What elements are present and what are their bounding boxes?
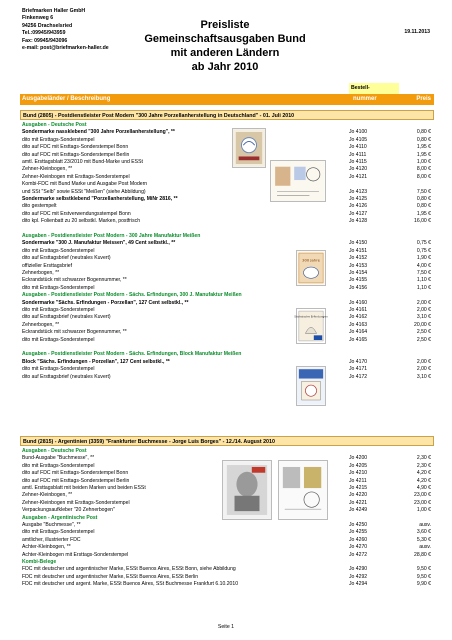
table-row xyxy=(20,307,434,314)
item-price: 28,80 € xyxy=(414,551,431,558)
item-number: Jo 4255 xyxy=(349,529,368,536)
item-price: 2,30 € xyxy=(416,455,431,462)
item-description: Zehnerbogen, ** xyxy=(22,321,60,328)
item-price: 1,00 € xyxy=(416,507,431,514)
item-number: Jo 4111 xyxy=(349,151,367,158)
item-description: amtl. Ersttagsblatt 23/2010 mit Bund-Marke und ESSt xyxy=(22,159,143,165)
erfindungen-caption: Sächsische Erfindungen xyxy=(294,314,328,319)
item-price: 7,50 € xyxy=(416,188,431,195)
item-description: dito gestempelt xyxy=(22,203,57,210)
table-row xyxy=(20,248,434,255)
item-description: Ausgaben - Deutsche Post xyxy=(22,122,87,128)
subheading-row xyxy=(20,233,434,240)
column-description: Ausgabeländer / Beschreibung xyxy=(22,96,111,102)
subheading-row xyxy=(20,292,434,299)
item-description: FDC mit deutscher und argentinischer Marke, ESSt Buenos Aires, ESSt Berlin xyxy=(22,573,199,580)
item-description: amtl. Ersttagsblatt mit beiden Marken und beiden ESSt xyxy=(22,485,146,491)
table-row xyxy=(20,544,434,551)
subheading-row xyxy=(20,351,434,358)
item-number: Jo 4105 xyxy=(349,136,368,143)
item-price: 1,10 € xyxy=(416,284,431,291)
item-description: dito auf Ersttagsbrief (neutrales Kuvert) xyxy=(22,255,111,262)
item-number: Jo 4155 xyxy=(349,277,368,284)
item-price: 0,80 € xyxy=(416,203,431,210)
item-price: 2,00 € xyxy=(416,366,431,373)
item-description: Kombi-FDC mit Bund Marke und Ausgabe Post Modern xyxy=(22,181,148,188)
item-description: Sondermarke "Sächs. Erfindungen - Porzellan", 127 Cent selbstkl., ** xyxy=(22,299,189,306)
borges-stamp-image xyxy=(222,460,272,520)
item-description: Sondermarke nassklebend "300 Jahre Porzellanherstellung", ** xyxy=(22,129,175,136)
item-description: Achter-Kleinbogen mit Ersttags-Sonderstempel xyxy=(22,551,129,558)
item-price: 0,80 € xyxy=(416,136,431,143)
item-description: dito mit Ersttags-Sonderstempel xyxy=(22,307,95,313)
item-description: dito auf FDC mit Ersttags-Sonderstempel Bonn xyxy=(22,470,129,477)
item-number: Jo 4100 xyxy=(349,129,368,136)
table-row xyxy=(20,322,434,329)
company-email: e-mail: post@briefmarken-haller.de xyxy=(22,45,109,52)
item-number: Jo 4153 xyxy=(349,262,368,269)
table-row xyxy=(20,529,434,536)
item-description: dito auf FDC mit Ersttags-Sonderstempel Berlin xyxy=(22,477,130,484)
column-price: Preis xyxy=(416,96,431,102)
porcelain-fdc-image xyxy=(270,160,326,202)
meissen-stamp-caption: 300 Jahre xyxy=(302,258,320,263)
table-row xyxy=(20,152,434,159)
item-number: Jo 4120 xyxy=(349,166,368,173)
item-description: dito mit Ersttags-Sonderstempel xyxy=(22,247,95,254)
porcelain-stamp-image xyxy=(232,128,266,168)
item-price: 8,00 € xyxy=(416,173,431,180)
item-price: 1,10 € xyxy=(416,277,431,284)
item-price: 1,95 € xyxy=(416,144,431,151)
item-price: 4,90 € xyxy=(416,485,431,491)
item-price: 0,80 € xyxy=(416,129,431,136)
company-fax: Fax: 09945/943096 xyxy=(22,37,68,44)
table-row xyxy=(20,174,434,181)
item-number: Jo 4154 xyxy=(349,270,368,276)
item-number: Jo 4125 xyxy=(349,196,368,202)
item-number: Jo 4161 xyxy=(349,307,368,313)
item-price: 2,00 € xyxy=(416,299,431,306)
section-title: Bund (2815) - Argentinien (3359) "Frankfurter Buchmesse - Jorge Luis Borges" - 12./14. August 2010 xyxy=(20,436,434,446)
item-description: Zehner-Kleinbogen mit Ersttags-Sonderstempel xyxy=(22,499,130,506)
item-price: 8,00 € xyxy=(416,166,431,173)
table-row xyxy=(20,277,434,284)
subheading-row xyxy=(20,122,434,129)
item-price: 3,10 € xyxy=(416,373,431,380)
item-description: dito mit Ersttags-Sonderstempel xyxy=(22,336,95,343)
item-number: Jo 4170 xyxy=(349,358,368,365)
table-row xyxy=(20,366,434,373)
item-number: Jo 4163 xyxy=(349,321,368,328)
item-number: Jo 4211 xyxy=(349,477,367,484)
table-row xyxy=(20,270,434,277)
item-number: Jo 4172 xyxy=(349,373,368,380)
item-price: 9,50 € xyxy=(416,566,431,573)
item-number: Jo 4290 xyxy=(349,566,368,573)
item-price: 9,90 € xyxy=(416,581,431,588)
item-description: Eckrandstück mit schwarzer Bogennummer, ** xyxy=(22,329,127,336)
item-description: Zehnerbogen, ** xyxy=(22,270,60,276)
item-description: Ausgaben - Postdienstleister Post Modern - Sächs. Erfindungen, 300 J. Manufaktur Meißen xyxy=(22,292,242,299)
item-description: offizieller Ersttagsbrief xyxy=(22,262,73,269)
item-number: Jo 4272 xyxy=(349,551,368,558)
company-name: Briefmarken Haller GmbH xyxy=(22,8,86,14)
item-price: 4,00 € xyxy=(416,262,431,269)
item-number: Jo 4164 xyxy=(349,329,368,336)
table-row xyxy=(20,359,434,366)
table-row xyxy=(20,314,434,321)
table-row xyxy=(20,329,434,336)
item-description: Achter-Kleinbogen, ** xyxy=(22,544,71,551)
table-row xyxy=(20,255,434,262)
item-description: dito auf FDC mit Ersttags-Sonderstempel Berlin xyxy=(22,151,130,158)
table-row xyxy=(20,581,434,588)
table-row xyxy=(20,137,434,144)
item-number: Jo 4121 xyxy=(349,173,368,180)
item-description: FDC mit deutscher und argentinischer Marke, ESSt Buenos Aires, ESSt Bonn, siehe Abbildung xyxy=(22,566,236,573)
item-number: Jo 4220 xyxy=(349,492,368,499)
item-price: 2,30 € xyxy=(416,462,431,469)
item-description: Sondermarke selbstklebend "Porzellanherstellung, MiNr 2816, ** xyxy=(22,196,178,202)
item-number: Jo 4127 xyxy=(349,210,368,217)
item-price: ausv. xyxy=(419,544,431,551)
table-row xyxy=(20,374,434,381)
saechsische-erfindungen-image xyxy=(296,308,326,344)
table-row xyxy=(20,166,434,173)
item-description: Ausgaben - Argentinische Post xyxy=(22,514,98,521)
meissen-stamp-image xyxy=(296,250,326,286)
table-row xyxy=(20,240,434,247)
item-description: Kombi-Belege xyxy=(22,559,57,565)
item-description: Eckrandstück mit schwarzer Bogennummer, ** xyxy=(22,277,127,284)
company-street: Finkenweg 6 xyxy=(22,15,54,22)
item-number: Jo 4171 xyxy=(349,366,368,373)
item-number: Jo 4152 xyxy=(349,255,368,262)
item-number: Jo 4292 xyxy=(349,573,368,580)
item-description: Block "Sächs. Erfindungen - Porzellan", 127 Cent selbstkl., ** xyxy=(22,358,170,365)
column-header xyxy=(20,83,434,105)
item-price: 0,80 € xyxy=(416,196,431,202)
item-price: 1,95 € xyxy=(416,151,431,158)
item-number: Jo 4270 xyxy=(349,544,368,551)
company-address xyxy=(22,8,109,52)
item-description: Zehner-Kleinbogen mit Ersttags-Sonderstempel xyxy=(22,173,130,180)
item-number: Jo 4165 xyxy=(349,336,368,343)
item-price: 1,00 € xyxy=(416,159,431,165)
item-price: 0,75 € xyxy=(416,240,431,247)
item-price: 20,00 € xyxy=(414,321,431,328)
item-number: Jo 4200 xyxy=(349,455,368,462)
item-description: dito mit Ersttags-Sonderstempel xyxy=(22,136,95,143)
item-description: dito mit Ersttags-Sonderstempel xyxy=(22,366,95,373)
table-row xyxy=(20,129,434,136)
item-price: 4,20 € xyxy=(416,470,431,477)
item-description: Verpackungsaufkleber "20 Zehnerbogen" xyxy=(22,507,115,514)
item-description: Sondermarke "300 J. Manufaktur Meissen", 49 Cent selbstkl., ** xyxy=(22,240,176,247)
item-number: Jo 4221 xyxy=(349,499,368,506)
table-row xyxy=(20,159,434,166)
document-date: 19.11.2013 xyxy=(404,29,430,35)
item-price: 4,20 € xyxy=(416,477,431,484)
table-row xyxy=(20,263,434,270)
item-description: Zehner-Kleinbogen, ** xyxy=(22,166,73,173)
table-row xyxy=(20,337,434,344)
item-number: Jo 4156 xyxy=(349,284,368,291)
item-number: Jo 4260 xyxy=(349,536,368,543)
item-price: ausv. xyxy=(419,522,431,528)
table-row xyxy=(20,226,434,233)
item-number: Jo 4151 xyxy=(349,247,368,254)
item-description: dito mit Ersttags-Sonderstempel xyxy=(22,462,95,469)
item-number: Jo 4123 xyxy=(349,188,368,195)
item-price: 1,90 € xyxy=(416,255,431,262)
item-description: amtlicher, illustrierter FDC xyxy=(22,536,81,543)
item-description: Ausgaben - Deutsche Post xyxy=(22,448,87,454)
table-row xyxy=(20,522,434,529)
item-number: Jo 4150 xyxy=(349,240,368,247)
table-row xyxy=(20,285,434,292)
item-price: 2,50 € xyxy=(416,329,431,336)
table-row xyxy=(20,196,434,203)
item-number: Jo 4210 xyxy=(349,470,368,477)
item-description: dito mit Ersttags-Sonderstempel xyxy=(22,529,95,536)
section-title: Bund (2805) - Postdienstleister Post Modern "300 Jahre Porzellanherstellung in Deutschland" - 01. Juli 2010 xyxy=(20,110,434,120)
item-price: 5,30 € xyxy=(416,536,431,543)
meissen-block-image xyxy=(296,366,326,406)
item-description: Ausgabe "Buchmesse", ** xyxy=(22,522,81,528)
item-price: 7,50 € xyxy=(416,270,431,276)
table-row xyxy=(20,218,434,225)
item-price: 2,50 € xyxy=(416,336,431,343)
item-price: 16,00 € xyxy=(414,218,431,225)
table-row xyxy=(20,203,434,210)
item-number: Jo 4128 xyxy=(349,218,368,225)
table-row xyxy=(20,552,434,559)
table-row xyxy=(20,189,434,196)
item-description: Bund-Ausgabe "Buchmesse", ** xyxy=(22,455,95,462)
item-description: dito auf Ersttagsbrief (neutrales Kuvert) xyxy=(22,373,111,380)
item-number: Jo 4126 xyxy=(349,203,368,210)
item-number: Jo 4160 xyxy=(349,299,368,306)
item-description: FDC mit deutscher und argent. Marke, ESSt Buenos Aires, SSt Buchmesse Frankfurt 6.10.2010 xyxy=(22,581,239,588)
table-row xyxy=(20,537,434,544)
subheading-row xyxy=(20,448,434,455)
table-row xyxy=(20,566,434,573)
company-phone: Tel.:09945/943959 xyxy=(22,30,66,37)
item-description: dito auf Ersttagsbrief (neutrales Kuvert) xyxy=(22,314,111,321)
item-number: Jo 4205 xyxy=(349,462,368,469)
column-bestell: Bestell- xyxy=(349,83,399,94)
section-buchmesse xyxy=(20,436,434,588)
column-number: nummer xyxy=(353,96,377,102)
item-description: Ausgaben - Postdienstleister Post Modern - Sächs. Erfindungen, Block Manufaktur Meißen xyxy=(22,351,242,358)
item-description: dito auf FDC mit Erstverwendungsstempel Bonn xyxy=(22,210,131,217)
table-row xyxy=(20,574,434,581)
item-number: Jo 4162 xyxy=(349,314,368,321)
item-description: dito kpl. Folienbatt zu 20 selbstkl. Marken, postfrisch xyxy=(22,218,141,225)
table-row xyxy=(20,300,434,307)
item-price: 2,00 € xyxy=(416,307,431,313)
item-price: 9,50 € xyxy=(416,573,431,580)
item-number: Jo 4215 xyxy=(349,485,368,491)
item-price: 1,95 € xyxy=(416,210,431,217)
table-row xyxy=(20,144,434,151)
table-row xyxy=(20,181,434,188)
item-number: Jo 4250 xyxy=(349,522,368,528)
item-number: Jo 4249 xyxy=(349,507,368,514)
item-number: Jo 4294 xyxy=(349,581,368,588)
item-description: und SSt "Selb" sowie ESSt "Meißen" (siehe Abbildung) xyxy=(22,188,146,195)
document-title: Preisliste Gemeinschaftsausgaben Bund mit anderen Ländern ab Jahr 2010 xyxy=(144,19,306,73)
table-row xyxy=(20,211,434,218)
item-price: 23,00 € xyxy=(414,492,431,499)
item-description: Ausgaben - Postdienstleister Post Modern - 300 Jahre Manufaktur Meißen xyxy=(22,233,201,239)
subheading-row xyxy=(20,559,434,566)
table-row xyxy=(20,344,434,351)
item-price: 0,75 € xyxy=(416,247,431,254)
borges-fdc-image xyxy=(278,460,328,520)
item-description: dito mit Ersttags-Sonderstempel xyxy=(22,284,95,291)
item-description: dito auf FDC mit Ersttags-Sonderstempel Bonn xyxy=(22,144,129,151)
company-city: 94256 Drachselsried xyxy=(22,22,73,29)
item-price: 3,10 € xyxy=(416,314,431,321)
item-description: Zehner-Kleinbogen, ** xyxy=(22,492,73,499)
item-price: 3,60 € xyxy=(416,529,431,536)
page-footer: Seite 1 xyxy=(217,624,235,630)
item-price: 2,00 € xyxy=(416,358,431,365)
item-number: Jo 4115 xyxy=(349,159,367,165)
item-price: 23,00 € xyxy=(414,499,431,506)
column-header-bar xyxy=(20,94,434,105)
item-number: Jo 4110 xyxy=(349,144,367,151)
